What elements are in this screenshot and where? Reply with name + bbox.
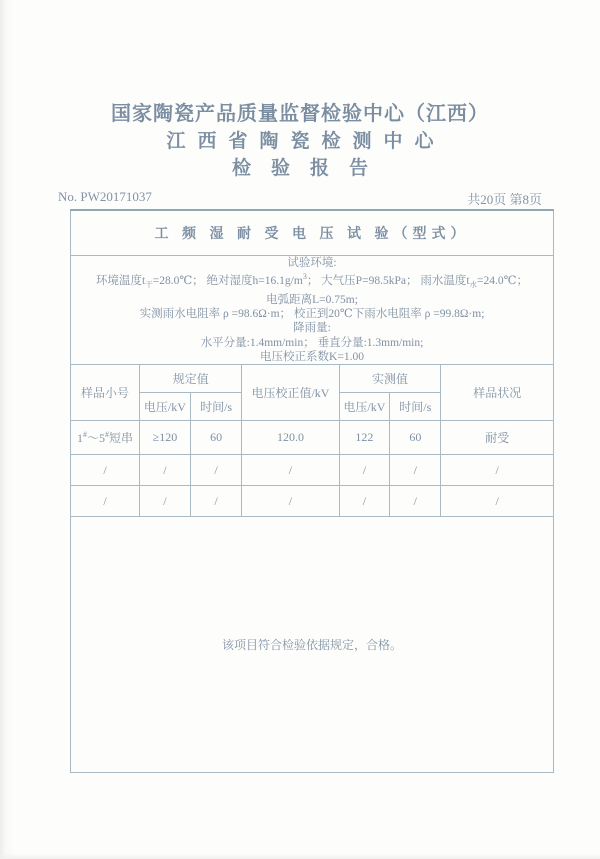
test-report-table (70, 209, 554, 773)
meta-row (58, 189, 542, 208)
cell-measured-voltage: / (339, 486, 390, 517)
env-temp-b: =28.0℃； 绝对湿度h=16.1g/m (152, 275, 303, 288)
sample-id-hash: # (105, 430, 110, 440)
env-rainfall-line: 水平分量:1.4mm/min； 垂直分量:1.3mm/min; (200, 336, 424, 349)
cell-spec-time: / (190, 486, 242, 517)
sample-id-part: 短串 (109, 431, 134, 446)
col-header-measured: 实测值 (339, 365, 441, 393)
col-header-sample-no: 样品小号 (71, 365, 140, 421)
cell-spec-voltage: ≥120 (140, 421, 191, 455)
environment-cell (71, 256, 554, 365)
col-header-meas-voltage: 电压/kV (339, 393, 390, 421)
cell-spec-voltage: / (140, 486, 191, 517)
table-header-row-1 (71, 365, 554, 393)
col-header-specified: 规定值 (140, 365, 242, 393)
env-correction-line: 电压校正系数K=1.00 (260, 350, 364, 363)
sample-id-hash: # (83, 430, 88, 440)
org-name-line1: 国家陶瓷产品质量监督检验中心（江西） (111, 103, 489, 125)
cell-measured-voltage: 122 (339, 421, 390, 455)
org-name-line2: 江西省陶瓷检测中心 (166, 131, 446, 152)
report-header (0, 0, 600, 182)
sample-id-part: 1 (77, 431, 84, 446)
col-header-spec-time: 时间/s (190, 393, 242, 421)
table-row (71, 486, 554, 517)
env-arc-line: 电弧距离L=0.75m; (266, 293, 358, 306)
cell-sample-id: / (71, 486, 140, 517)
test-title: 工 频 湿 耐 受 电 压 试 验（型式） (71, 210, 554, 256)
col-header-spec-voltage: 电压/kV (140, 393, 191, 421)
env-heading: 试验环境: (287, 257, 337, 269)
pagination: 共20页 第8页 (467, 192, 542, 207)
env-resistivity-line: 实测雨水电阻率 ρ =98.6Ω·m； 校正到20℃下雨水电阻率 ρ =99.8Ω·m; (139, 308, 485, 321)
remark-row (71, 517, 554, 773)
environment-row (71, 256, 554, 365)
col-header-corrected-voltage: 电压校正值/kV (242, 365, 339, 421)
env-temp-c: ； 大气压P=98.5kPa； 雨水温度t (306, 275, 470, 288)
cell-corrected-voltage: / (242, 486, 339, 517)
cell-sample-id: / (71, 455, 140, 486)
table-title-row (71, 210, 554, 256)
cell-corrected-voltage: 120.0 (242, 421, 339, 455)
scan-edge-artifact (0, 853, 600, 859)
cell-spec-time: / (190, 455, 242, 486)
cell-measured-time: 60 (390, 421, 441, 455)
cell-status: / (441, 486, 554, 517)
document-title: 检验报告 (231, 158, 388, 179)
env-temp-a: 环境温度t (96, 275, 146, 288)
cell-sample-id (71, 421, 140, 455)
col-header-sample-status: 样品状况 (441, 365, 554, 421)
table-row (71, 421, 554, 455)
remark-text: 该项目符合检验依据规定，合格。 (71, 517, 554, 773)
table-row (71, 455, 554, 486)
env-temp-c-sub: 水 (469, 280, 478, 290)
cell-measured-voltage: / (339, 455, 390, 486)
cell-measured-time: / (390, 486, 441, 517)
cell-measured-time: / (390, 455, 441, 486)
sample-id-part: ～5 (87, 431, 106, 446)
cell-spec-voltage: / (140, 455, 191, 486)
env-rainfall-heading: 降雨量: (293, 322, 331, 335)
cell-corrected-voltage: / (242, 455, 339, 486)
env-temp-b-sup: 3 (302, 272, 307, 282)
env-temperature-line (73, 270, 551, 292)
cell-status: 耐受 (441, 421, 554, 455)
cell-spec-time: 60 (190, 421, 242, 455)
env-temp-d: =24.0℃； (477, 275, 528, 288)
env-temp-a-sub: 干 (145, 280, 153, 290)
cell-status: / (441, 455, 554, 486)
report-number: No. PW20171037 (58, 189, 152, 204)
col-header-meas-time: 时间/s (390, 393, 441, 421)
